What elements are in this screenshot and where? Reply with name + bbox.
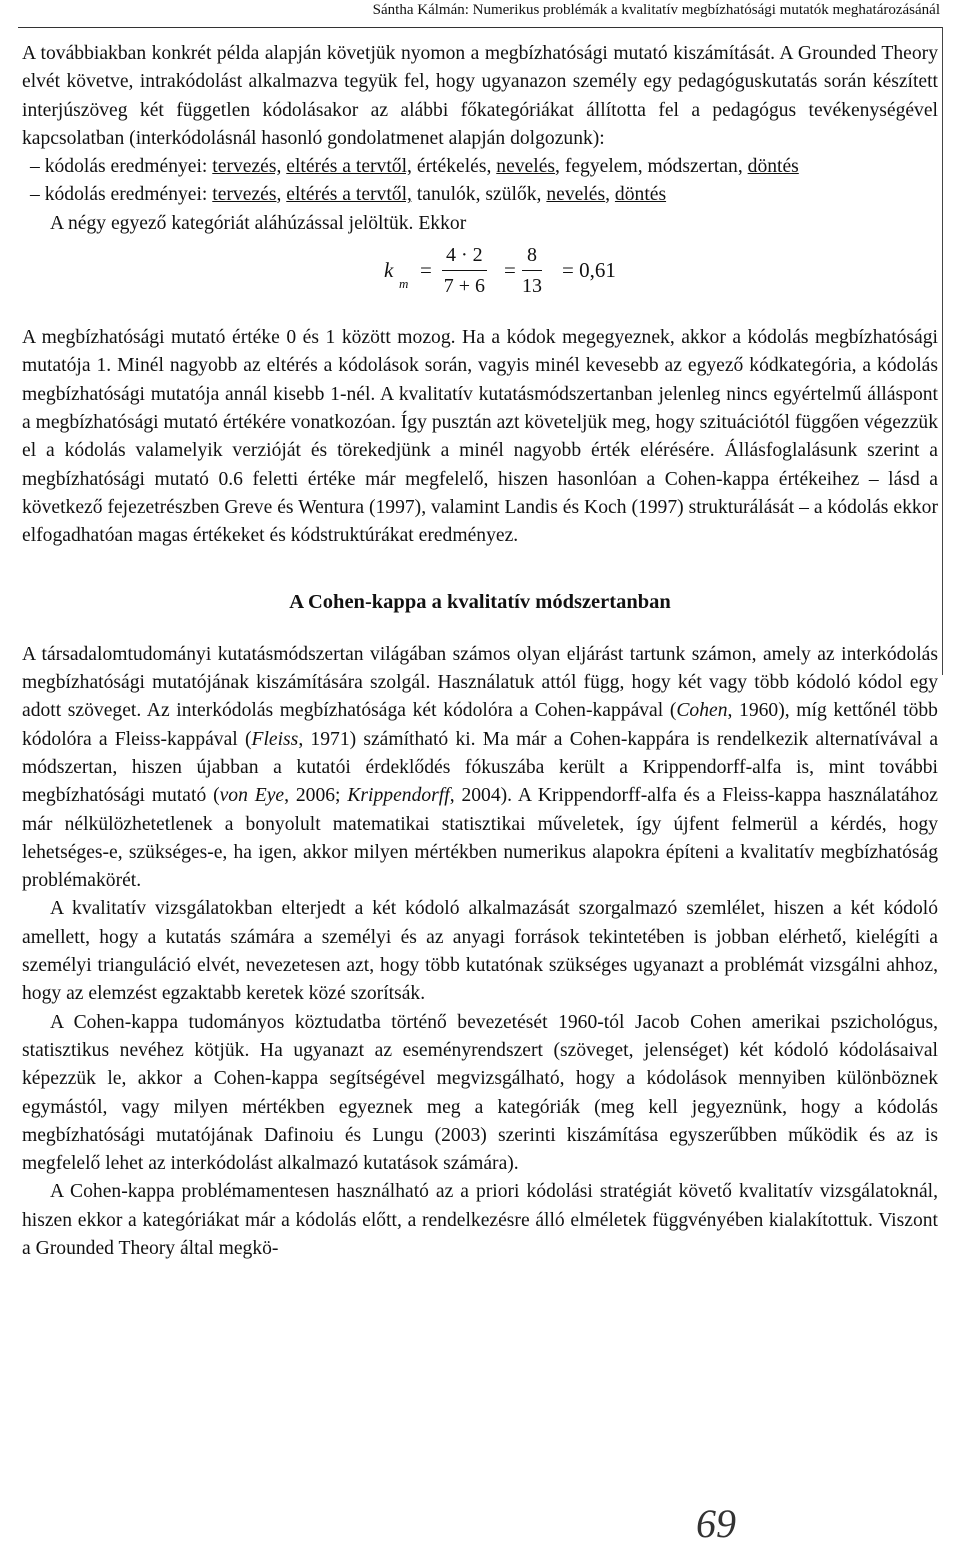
text-run: , 1971) számítható ki. Ma már a Cohen-kappára is rendelkezik alternatívával a módszertan, hiszen újabban a kutatói érdeklődés fókuszába került a Krippendorff-alfa is, mint további megbízhatósági mutató (: [22, 728, 939, 807]
text-run: A társadalomtudományi kutatásmódszertan világában számos olyan eljárást tartunk számon, amely az interkódolás megbízhatósági mutatójának kiszámítására szolgál. Használatuk attól függ, hogy két vagy több kódoló kódol egy adott szöveget. Az interkódolás megbízhatósága két kódolóra a Cohen-kappával (: [22, 643, 938, 722]
denominator: 7 + 6: [443, 275, 485, 298]
text-run: , 2004). A Krippendorff-alfa és a Fleiss-kappa használatához már nélkülözhetetlenek a bonyolult matematikai statisztikai műveletek, így újfent felmerül a kérdés, hogy lehetséges-e, szükséges-e, ha igen, akkor milyen mértékben numerikus alapokra építeni a kvalitatív megbízhatóság problémakörét.: [22, 785, 938, 892]
intro-paragraph: A továbbiakban konkrét példa alapján követjük nyomon a megbízhatósági mutató kiszámítását. A Grounded Theory elvét követve, intrakódolást alkalmazva tegyük fel, hogy ugyanazon személy egy pedagóguskutatás során készített interjúszöveg két független kódolásakor az alábbi főkategóriákat állította fel a pedagógus tevékenységével kapcsolatban (interkódolásnál hasonló gondolatmenet alapján dolgozunk):: [22, 43, 938, 149]
underlined-category: nevelés: [496, 156, 556, 178]
reliability-formula: [22, 238, 938, 324]
margin-line: [942, 27, 943, 675]
section-heading: A Cohen-kappa a kvalitatív módszertanban: [289, 591, 671, 614]
formula-subscript: m: [399, 276, 409, 292]
paragraph-a-priori: A Cohen-kappa problémamentesen használható az a priori kódolási stratégiát követő kvalitatív vizsgálatoknál, hiszen ekkor a kategóriákat már a kódolás előtt, a rendelkezésre álló elméletek függvényében kialakítottuk. Viszont a Grounded Theory által megkö-: [22, 1181, 938, 1259]
paragraph-methods: [22, 641, 938, 896]
formula-result: = 0,61: [562, 258, 616, 283]
underlined-category: tervezés: [212, 184, 277, 206]
text-run: , 1960), míg kettőnél több kódolóra a Fleiss-kappával (: [22, 700, 938, 750]
running-header: Sántha Kálmán: Numerikus problémák a kvalitatív megbízhatósági mutatók meghatározásánál: [372, 2, 940, 18]
page-number: 69: [696, 1501, 736, 1546]
header-rule: [18, 27, 942, 28]
underlined-category: eltérés a tervtől,: [286, 184, 412, 206]
category-text: tanulók, szülők,: [411, 184, 547, 206]
page-body: [22, 40, 938, 1263]
formula-fraction-1: [442, 240, 487, 301]
numerator: 4 · 2: [442, 240, 487, 271]
numerator: 8: [522, 240, 542, 271]
category-text: ,: [276, 184, 287, 206]
citation-author: von Eye: [219, 785, 285, 807]
formula-k: k: [384, 258, 394, 283]
category-text: , fegyelem, módszertan,: [555, 156, 748, 178]
paragraph-reliability: A megbízhatósági mutató értéke 0 és 1 között mozog. Ha a kódok megegyeznek, akkor a kódolás megbízhatósági mutatója 1. Minél nagyobb az eltérés a kódolások során, vagyis minél kevesebb az egyező kódkategória, a kódolás megbízhatósági mutatója annál kisebb 1-nél. A kvalitatív kutatásmódszertanban jelenleg nincs egyértelmű álláspont a megbízhatósági mutató értékére vonatkozóan. Így pusztán azt követeljük meg, hogy szituációtól függően végezzük el a kódolás valamelyik verzióját és törekedjünk a minél nagyobb érték elérésére. Állásfoglalásunk szerint a megbízhatósági mutató 0.6 feletti értéke már megfelelő, hiszen hasonlóan a Cohen-kappa értékeihez – lásd a következő fejezetrészben Greve és Wentura (1997), valamint Landis és Koch (1997) strukturálását – a kódolás ekkor elfogadhatóan magas értékeket és kódstruktúrákat eredményez.: [22, 327, 938, 547]
underlined-category: nevelés: [546, 184, 606, 206]
underlined-category: döntés: [614, 184, 667, 206]
underlined-category: döntés: [747, 156, 799, 178]
paragraph-two-coders: A kvalitatív vizsgálatokban elterjedt a két kódoló alkalmazását szorgalmazó szemlélet, hiszen a két kódoló amellett, hogy a kutatás számára a személyi és az anyagi források tekintetében is jobban elérhető, kielégíti a személyi trianguláció elvét, nevezetesen azt, hogy több kutatónak szükséges ugyanazt a problémát vizsgálni ahhoz, hogy az elemzést egzaktabb keretek közé szorítsák.: [22, 898, 938, 1005]
citation-author: Krippendorff: [347, 785, 450, 807]
bullet-lead: – kódolás eredményei:: [30, 156, 213, 178]
coding-result-1: [22, 153, 938, 181]
bullet-lead: – kódolás eredményei:: [30, 184, 213, 206]
formula-equals: =: [504, 258, 516, 283]
category-text: értékelés,: [411, 156, 497, 178]
underlined-category: eltérés a tervtől,: [286, 156, 412, 178]
coding-result-2: [22, 181, 938, 209]
paragraph-cohen-history: A Cohen-kappa tudományos köztudatba történő bevezetését 1960-tól Jacob Cohen amerikai pszichológus, statisztikus nevéhez kötjük. Ha ugyanazt az eseményrendszert (szöveget, jelenséget) két kódoló kódolásaival képezzük le, akkor a Cohen-kappa segítségével megvizsgálható, hogy a kódolások mennyiben különböznek egymástól, vagy milyen mértékben egyeznek meg a kategóriák (meg kell jegyeznünk, hogy a kódolás megbízhatósági mutatójának Dafinoiu és Lungu (2003) szerinti kiszámítása egyszerűbben működik és az is megfelelő lehet az interkódolást alkalmazó kutatások számára).: [22, 1011, 938, 1175]
category-text: ,: [605, 184, 615, 206]
citation-author: Fleiss: [251, 728, 299, 750]
underlined-category: tervezés,: [212, 156, 282, 178]
text-run: , 2006;: [284, 785, 348, 807]
four-categories-text: A négy egyező kategóriát aláhúzással jelöltük. Ekkor: [50, 212, 467, 234]
formula-fraction-2: [522, 240, 542, 301]
formula-equals: =: [420, 258, 432, 283]
denominator: 13: [522, 275, 542, 298]
citation-author: Cohen: [676, 700, 728, 722]
